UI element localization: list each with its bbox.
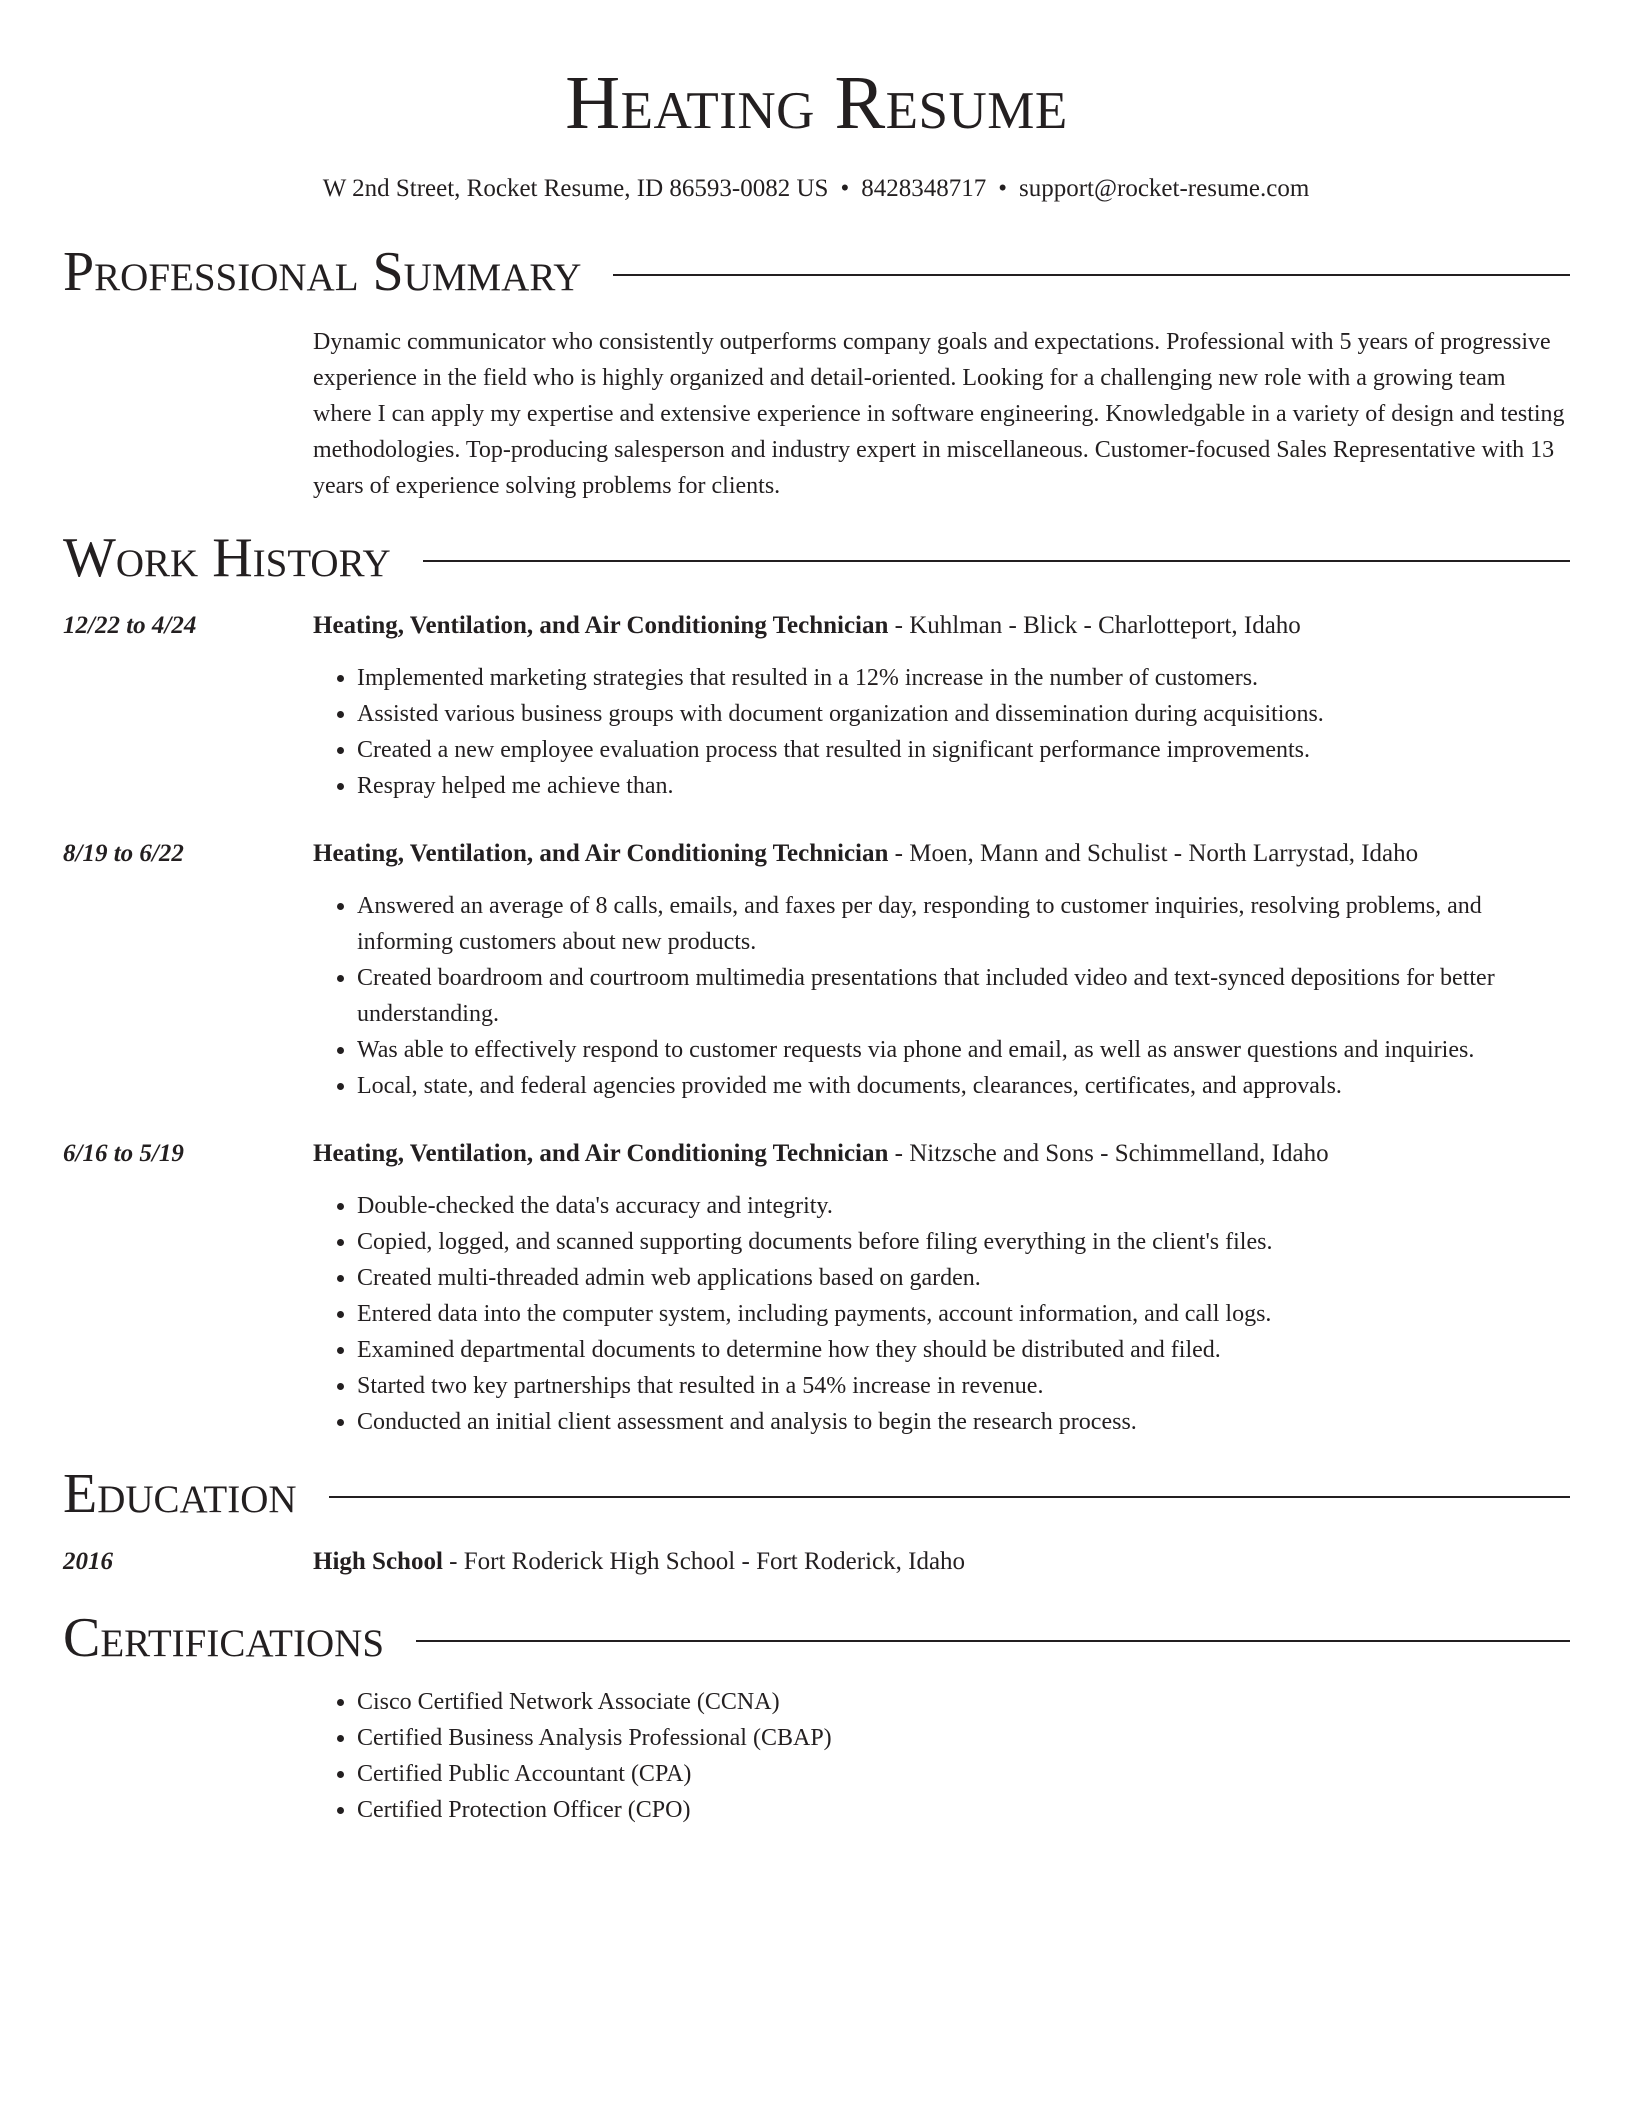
job-bullets — [313, 888, 1570, 1104]
contact-separator: • — [840, 175, 850, 202]
section-divider — [416, 1640, 1570, 1642]
section-divider — [613, 274, 1570, 276]
job-bullet: • Created boardroom and courtroom multimedia presentations that included video and text-synced depositions for better understanding. — [357, 960, 1570, 1032]
section-divider — [329, 1496, 1570, 1498]
job-bullet: • Created a new employee evaluation process that resulted in significant performance improvements. — [357, 732, 1570, 768]
job-title: Heating, Ventilation, and Air Conditioning Technician — [313, 1140, 889, 1167]
education-section-header — [63, 1462, 1570, 1526]
job-bullet: • Was able to effectively respond to customer requests via phone and email, as well as answer questions and inquiries. — [357, 1032, 1570, 1068]
work-heading: Work History — [63, 527, 391, 589]
education-heading: Education — [63, 1463, 297, 1525]
job-dates: 12/22 to 4/24 — [63, 612, 197, 639]
job-title-line — [313, 608, 1570, 644]
summary-heading: Professional Summary — [63, 241, 582, 303]
education-degree: High School — [313, 1548, 443, 1575]
job-entry — [63, 1136, 1570, 1440]
job-entry — [63, 608, 1570, 804]
education-year: 2016 — [63, 1548, 113, 1575]
education-details: - Fort Roderick High School - Fort Roderick, Idaho — [442, 1548, 966, 1575]
job-body — [313, 1136, 1570, 1440]
job-details: - Moen, Mann and Schulist - North Larrystad, Idaho — [888, 840, 1419, 867]
resume-name: Heating Resume — [565, 61, 1068, 145]
section-divider — [423, 560, 1570, 562]
certification-item: • Certified Business Analysis Professional (CBAP) — [357, 1720, 1570, 1756]
contact-address: W 2nd Street, Rocket Resume, ID 86593-0082 US — [322, 175, 829, 202]
contact-email: support@rocket-resume.com — [1018, 175, 1310, 202]
education-entry — [63, 1544, 1570, 1580]
job-bullet: • Double-checked the data's accuracy and integrity. — [357, 1188, 1570, 1224]
certification-item: • Certified Public Accountant (CPA) — [357, 1756, 1570, 1792]
job-bullet: • Assisted various business groups with document organization and dissemination during acquisitions. — [357, 696, 1570, 732]
job-dates: 6/16 to 5/19 — [63, 1140, 184, 1167]
job-bullets — [313, 1188, 1570, 1440]
job-bullets — [313, 660, 1570, 804]
job-bullet: • Examined departmental documents to determine how they should be distributed and filed. — [357, 1332, 1570, 1368]
job-bullet: • Entered data into the computer system, including payments, account information, and call logs. — [357, 1296, 1570, 1332]
summary-section-header — [63, 240, 1570, 304]
certifications-list — [313, 1684, 1570, 1828]
certifications-section-header — [63, 1606, 1570, 1670]
job-bullet: • Local, state, and federal agencies provided me with documents, clearances, certificates, and approvals. — [357, 1068, 1570, 1104]
job-details: - Kuhlman - Blick - Charlotteport, Idaho — [888, 612, 1301, 639]
job-title: Heating, Ventilation, and Air Conditioning Technician — [313, 612, 889, 639]
job-bullet: • Started two key partnerships that resulted in a 54% increase in revenue. — [357, 1368, 1570, 1404]
job-entry — [63, 836, 1570, 1104]
job-body — [313, 836, 1570, 1104]
job-bullet: • Copied, logged, and scanned supporting documents before filing everything in the client's files. — [357, 1224, 1570, 1260]
job-bullet: • Conducted an initial client assessment and analysis to begin the research process. — [357, 1404, 1570, 1440]
contact-separator: • — [998, 175, 1007, 202]
job-bullet: • Respray helped me achieve than. — [357, 768, 1570, 804]
certification-item: • Cisco Certified Network Associate (CCNA) — [357, 1684, 1570, 1720]
job-body — [313, 608, 1570, 804]
job-bullet: • Created multi-threaded admin web applications based on garden. — [357, 1260, 1570, 1296]
job-dates: 8/19 to 6/22 — [63, 840, 184, 867]
certifications-list-wrap — [313, 1684, 1570, 1828]
contact-line — [0, 172, 1632, 206]
contact-phone: 8428348717 — [861, 175, 987, 202]
job-bullet: • Answered an average of 8 calls, emails, and faxes per day, responding to customer inquiries, resolving problems, and informing customers about new products. — [357, 888, 1570, 960]
work-section-header — [63, 526, 1570, 590]
summary-text: Dynamic communicator who consistently outperforms company goals and expectations. Professional with 5 years of progressive experience in the field who is highly organized and detail-oriented. Looking for a challenging new role with a growing team where I can apply my expertise and extensive experience in software engineering. Knowledgable in a variety of design and testing methodologies. Top-producing salesperson and industry expert in miscellaneous. Customer-focused Sales Representative with 13 years of experience solving problems for clients. — [313, 329, 1565, 499]
job-title-line — [313, 1136, 1570, 1172]
certifications-heading: Certifications — [63, 1607, 385, 1669]
education-line — [313, 1544, 1570, 1580]
job-title: Heating, Ventilation, and Air Conditioning Technician — [313, 840, 889, 867]
job-bullet: • Implemented marketing strategies that resulted in a 12% increase in the number of customers. — [357, 660, 1570, 696]
education-body — [313, 1544, 1570, 1580]
certification-item: • Certified Protection Officer (CPO) — [357, 1792, 1570, 1828]
job-title-line — [313, 836, 1570, 872]
job-details: - Nitzsche and Sons - Schimmelland, Idaho — [888, 1140, 1329, 1167]
